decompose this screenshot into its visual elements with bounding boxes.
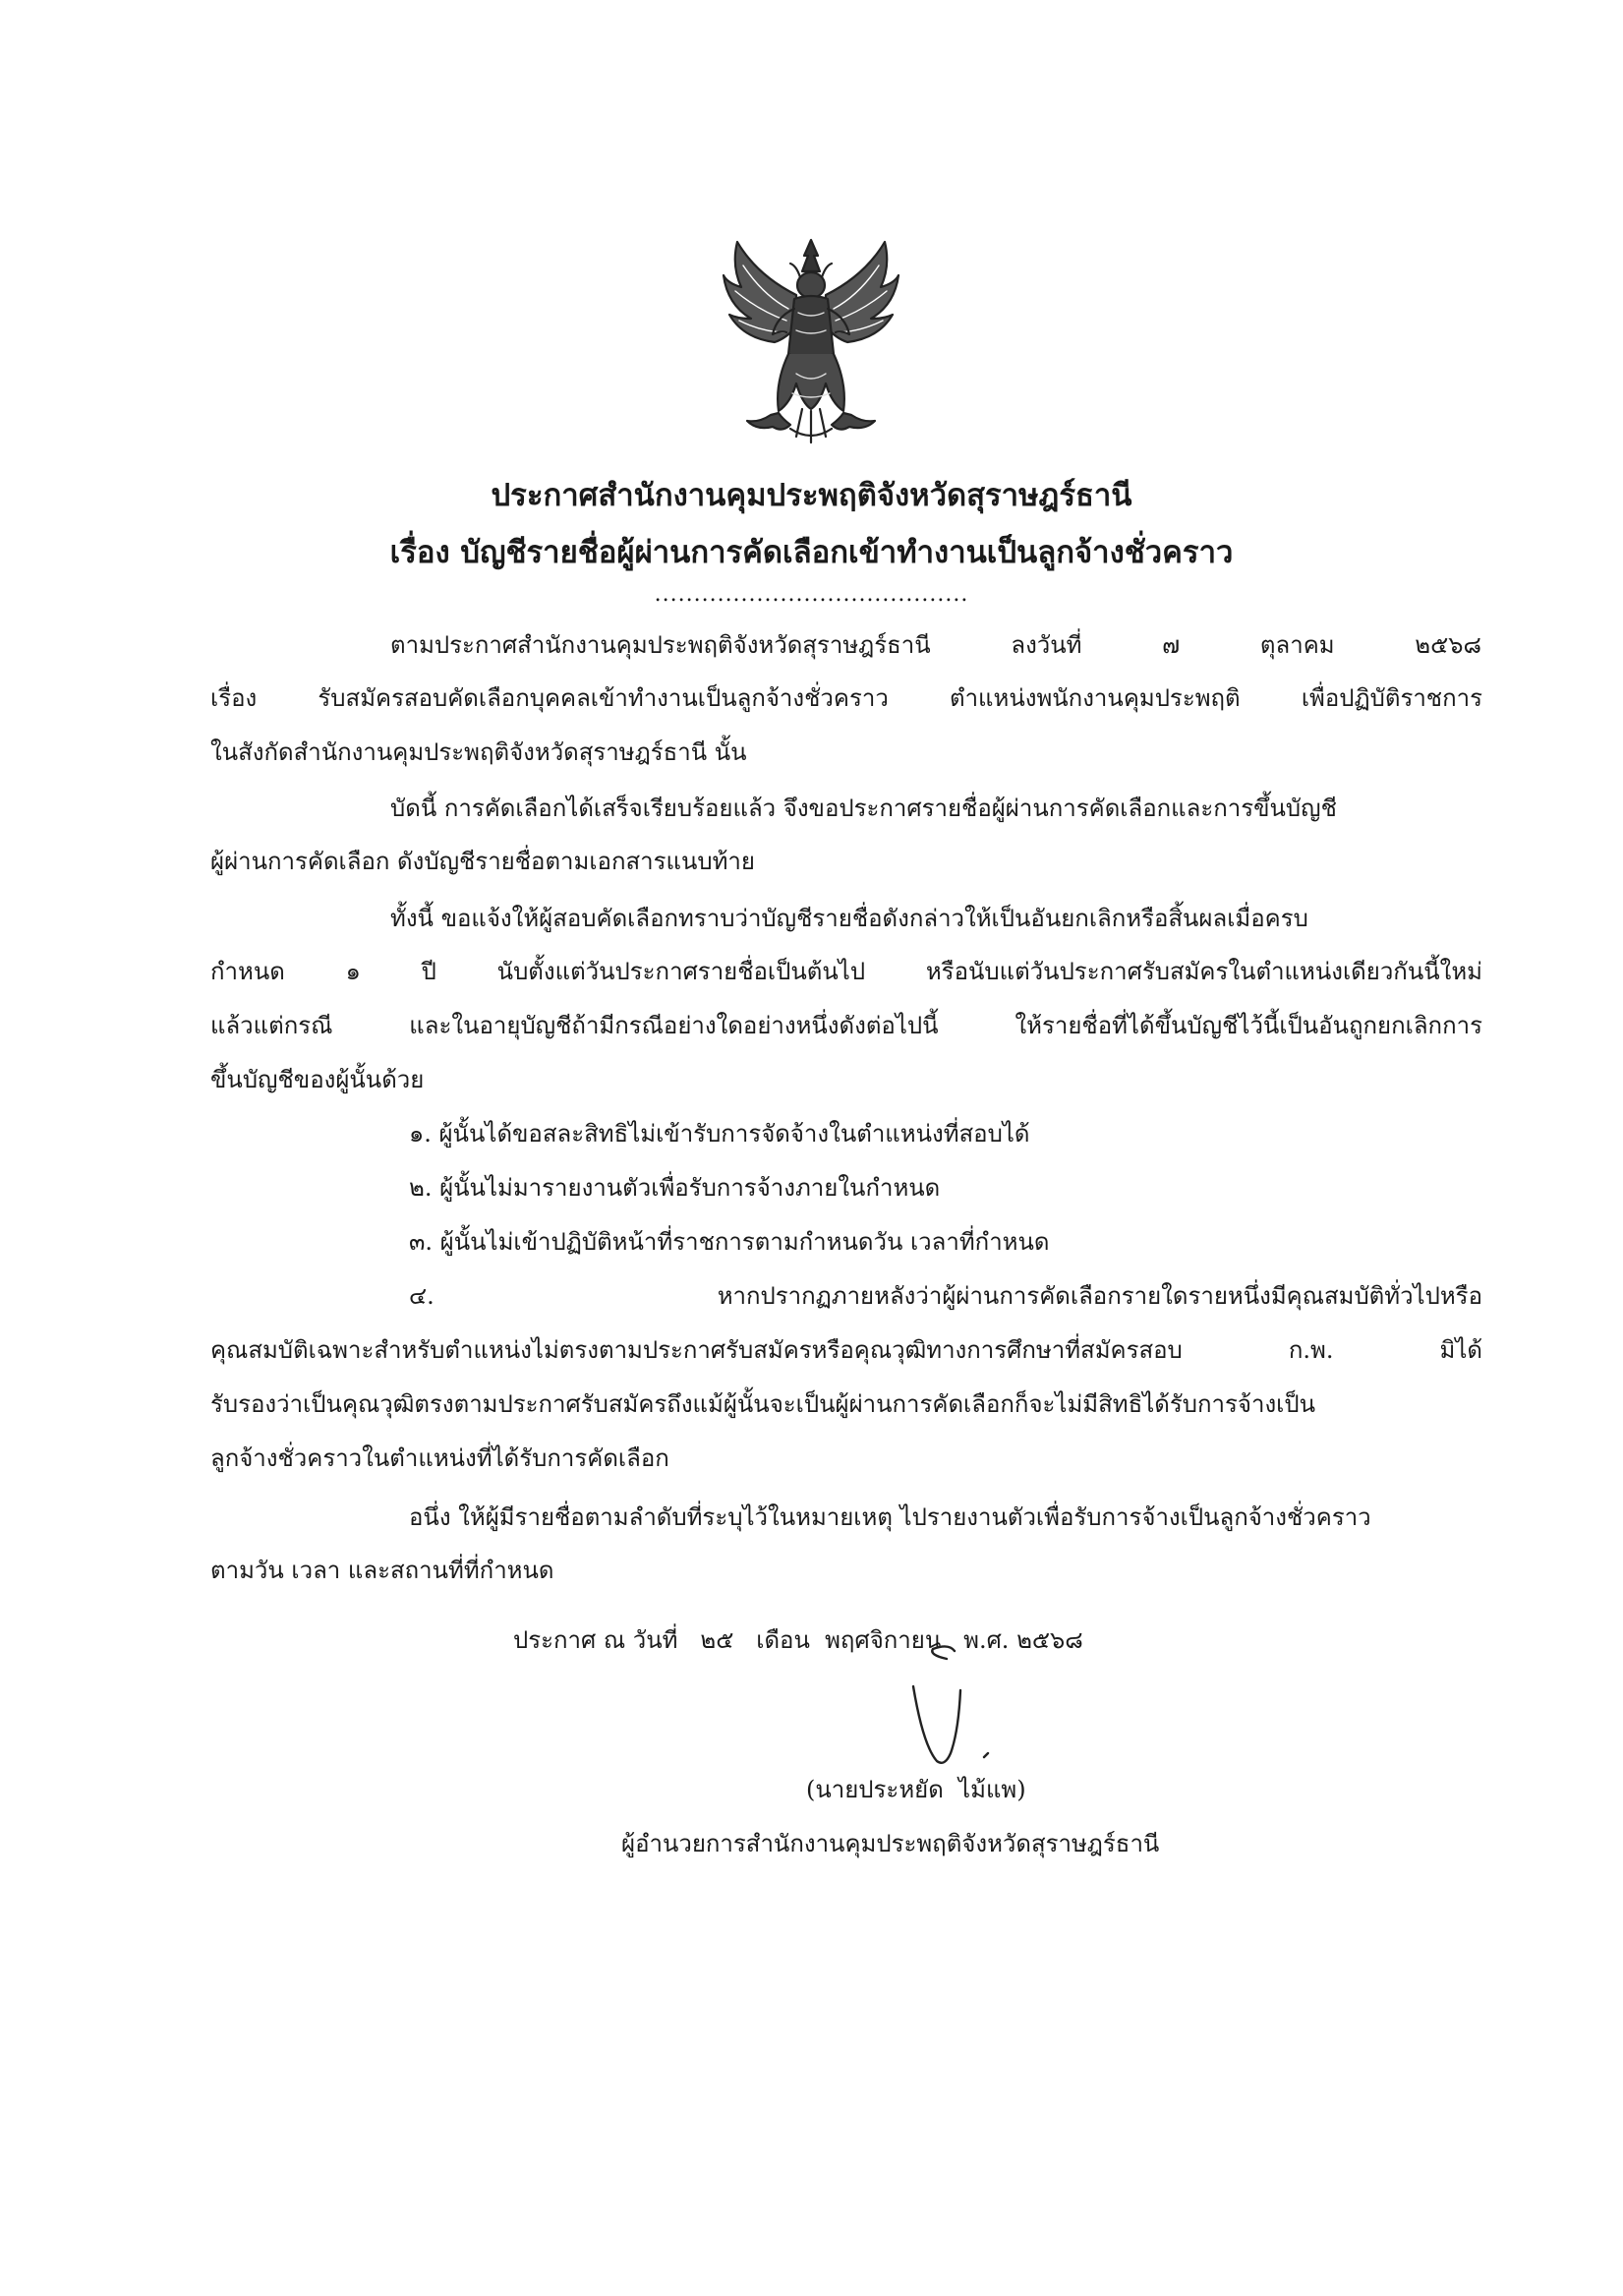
list-item-4-line-2: คุณสมบัติเฉพาะสำหรับตำแหน่งไม่ตรงตามประกาศรับสมัครหรือคุณวุฒิทางการศึกษาที่สมัครสอบ ก.พ. มิได้ — [210, 1336, 1482, 1364]
announcement-subject: เรื่อง บัญชีรายชื่อผู้ผ่านการคัดเลือกเข้าทำงานเป็นลูกจ้างชั่วคราว — [389, 535, 1234, 570]
announcement-date: ประกาศ ณ วันที่ ๒๕ เดือน พฤศจิกายน พ.ศ. ๒๕๖๘ — [513, 1626, 1083, 1654]
paragraph-1-line-1: ตามประกาศสำนักงานคุมประพฤติจังหวัดสุราษฎร์ธานี ลงวันที่ ๗ ตุลาคม ๒๕๖๘ — [390, 631, 1481, 659]
garuda-emblem-icon — [718, 236, 904, 447]
paragraph-3-line-4: ขึ้นบัญชีของผู้นั้นด้วย — [210, 1066, 425, 1093]
signer-position: ผู้อำนวยการสำนักงานคุมประพฤติจังหวัดสุราษฎร์ธานี — [621, 1830, 1160, 1857]
list-item-4-line-3: รับรองว่าเป็นคุณวุฒิตรงตามประกาศรับสมัครถึงแม้ผู้นั้นจะเป็นผู้ผ่านการคัดเลือกก็จะไม่มีสิทธิได้รับการจ้างเป็น — [210, 1390, 1316, 1418]
paragraph-3-line-3: แล้วแต่กรณี และในอายุบัญชีถ้ามีกรณีอย่างใดอย่างหนึ่งดังต่อไปนี้ ให้รายชื่อที่ได้ขึ้นบัญชีไว้นี้เป็นอันถูกยกเลิกการ — [210, 1012, 1482, 1039]
paragraph-5-line-1: อนึ่ง ให้ผู้มีรายชื่อตามลำดับที่ระบุไว้ในหมายเหตุ ไปรายงานตัวเพื่อรับการจ้างเป็นลูกจ้างชั่วคราว — [409, 1503, 1371, 1531]
signer-name: (นายประหยัด ไม้แพ) — [806, 1776, 1026, 1803]
paragraph-3-line-2: กำหนด ๑ ปี นับตั้งแต่วันประกาศรายชื่อเป็นต้นไป หรือนับแต่วันประกาศรับสมัครในตำแหน่งเดียวกันนี้ใหม่ — [210, 958, 1482, 985]
announcement-title: ประกาศสำนักงานคุมประพฤติจังหวัดสุราษฎร์ธานี — [491, 478, 1132, 513]
list-item: ๓. ผู้นั้นไม่เข้าปฏิบัติหน้าที่ราชการตามกำหนดวัน เวลาที่กำหนด — [409, 1228, 1050, 1256]
paragraph-2-line-1: บัดนี้ การคัดเลือกได้เสร็จเรียบร้อยแล้ว จึงขอประกาศรายชื่อผู้ผ่านการคัดเลือกและการขึ้นบัญชี — [390, 795, 1337, 822]
paragraph-3-line-1: ทั้งนี้ ขอแจ้งให้ผู้สอบคัดเลือกทราบว่าบัญชีรายชื่อดังกล่าวให้เป็นอันยกเลิกหรือสิ้นผลเมื่อครบ — [390, 905, 1308, 932]
signature-scribble-icon — [890, 1637, 1008, 1770]
list-item: ๔. หากปรากฏภายหลังว่าผู้ผ่านการคัดเลือกรายใดรายหนึ่งมีคุณสมบัติทั่วไปหรือ — [409, 1282, 1482, 1310]
paragraph-2-line-2: ผู้ผ่านการคัดเลือก ดังบัญชีรายชื่อตามเอกสารแนบท้าย — [210, 848, 755, 875]
paragraph-1-line-2: เรื่อง รับสมัครสอบคัดเลือกบุคคลเข้าทำงานเป็นลูกจ้างชั่วคราว ตำแหน่งพนักงานคุมประพฤติ เพื่อปฏิบัติราชการ — [210, 684, 1482, 712]
paragraph-5-line-2: ตามวัน เวลา และสถานที่ที่กำหนด — [210, 1557, 554, 1584]
paragraph-1-line-3: ในสังกัดสำนักงานคุมประพฤติจังหวัดสุราษฎร์ธานี นั้น — [210, 738, 747, 766]
list-item: ๑. ผู้นั้นได้ขอสละสิทธิไม่เข้ารับการจัดจ้างในตำแหน่งที่สอบได้ — [409, 1120, 1030, 1148]
list-item: ๒. ผู้นั้นไม่มารายงานตัวเพื่อรับการจ้างภายในกำหนด — [409, 1174, 941, 1202]
title-separator: ........................................ — [654, 582, 969, 607]
list-item-4-line-4: ลูกจ้างชั่วคราวในตำแหน่งที่ได้รับการคัดเลือก — [210, 1444, 669, 1472]
